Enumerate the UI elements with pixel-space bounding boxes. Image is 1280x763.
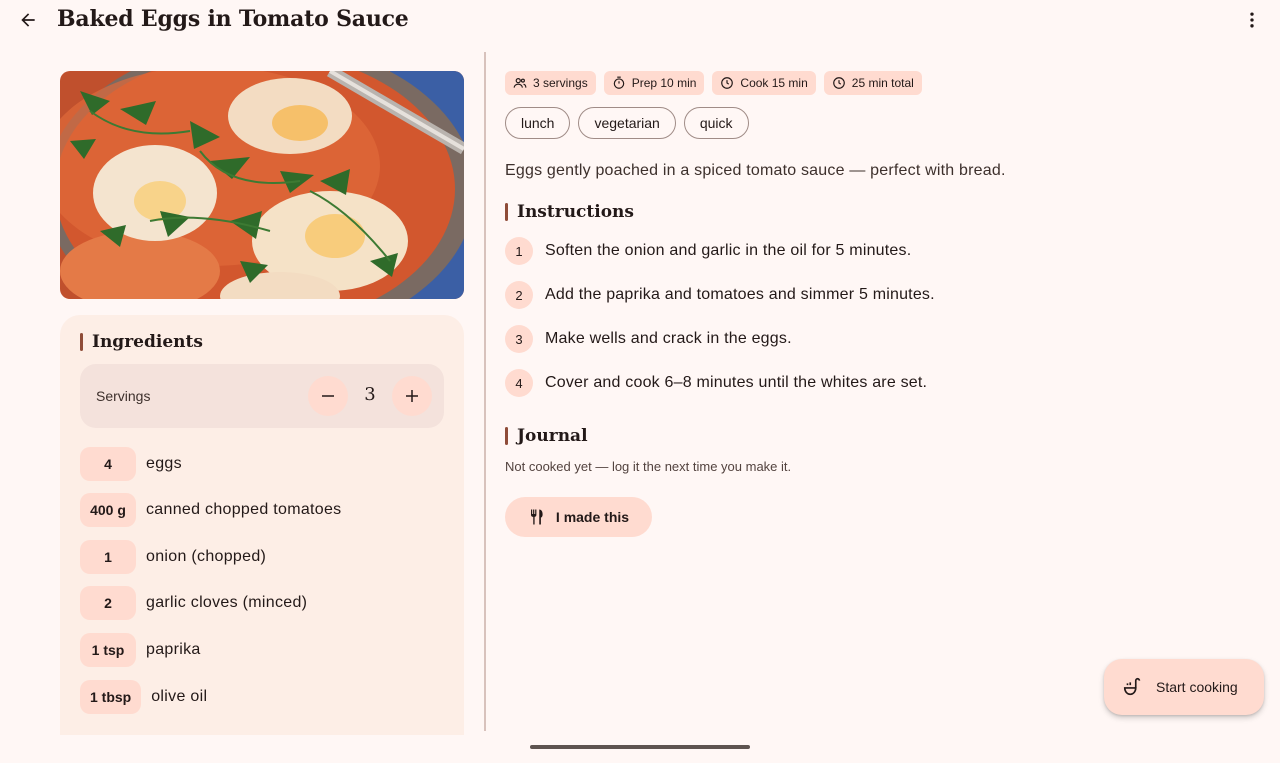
more-options-button[interactable]	[1236, 4, 1268, 36]
step-number: 1	[505, 237, 533, 265]
instruction-step	[505, 325, 792, 353]
step-number: 4	[505, 369, 533, 397]
clock-icon	[720, 76, 734, 90]
servings-stepper	[80, 364, 444, 428]
ingredients-title: Ingredients	[92, 332, 203, 352]
instructions-title: Instructions	[517, 202, 634, 222]
instructions-heading	[505, 202, 634, 222]
servings-label: Servings	[96, 388, 151, 404]
step-number: 2	[505, 281, 533, 309]
servings-meta-label: 3 servings	[533, 76, 588, 90]
instruction-step	[505, 237, 911, 265]
more-vertical-icon	[1242, 10, 1262, 30]
cook-time-label: Cook 15 min	[740, 76, 808, 90]
ingredient-quantity: 400 g	[80, 493, 136, 527]
people-icon	[513, 76, 527, 90]
ingredients-card	[60, 315, 464, 735]
ingredient-quantity: 1 tsp	[80, 633, 136, 667]
recipe-photo	[60, 71, 464, 299]
accent-bar	[80, 333, 83, 351]
recipe-meta	[505, 71, 930, 95]
ingredient-name: canned chopped tomatoes	[146, 501, 342, 518]
instruction-step	[505, 281, 935, 309]
ingredient-quantity: 4	[80, 447, 136, 481]
ingredient-row	[80, 585, 307, 621]
i-made-this-button[interactable]	[505, 497, 652, 537]
tag-list	[505, 107, 757, 139]
total-time-chip	[824, 71, 922, 95]
top-app-bar	[0, 0, 1280, 40]
accent-bar	[505, 427, 508, 445]
minus-icon	[319, 387, 337, 405]
cooking-icon	[1122, 676, 1144, 698]
step-text: Soften the onion and garlic in the oil for 5 minutes.	[545, 242, 912, 259]
increase-servings-button[interactable]	[392, 376, 432, 416]
servings-chip	[505, 71, 596, 95]
recipe-description: Eggs gently poached in a spiced tomato sauce — perfect with bread.	[505, 162, 1006, 179]
clock-icon	[832, 76, 846, 90]
journal-title: Journal	[517, 426, 588, 446]
ingredient-name: onion (chopped)	[146, 548, 267, 565]
ingredients-heading	[80, 332, 203, 352]
decrease-servings-button[interactable]	[308, 376, 348, 416]
page-title: Baked Eggs in Tomato Sauce	[57, 6, 409, 32]
servings-value: 3	[364, 384, 376, 405]
ingredient-row	[80, 492, 342, 528]
tag-chip-lunch[interactable]: lunch	[505, 107, 570, 139]
ingredient-name: eggs	[146, 455, 182, 472]
journal-heading	[505, 426, 588, 446]
ingredient-name: paprika	[146, 641, 201, 658]
total-time-label: 25 min total	[851, 76, 914, 90]
step-text: Add the paprika and tomatoes and simmer 5 minutes.	[545, 286, 935, 303]
accent-bar	[505, 203, 508, 221]
ingredient-quantity: 1	[80, 540, 136, 574]
step-text: Cover and cook 6–8 minutes until the whites are set.	[545, 374, 928, 391]
journal-status: Not cooked yet — log it the next time you make it.	[505, 459, 792, 474]
plus-icon	[403, 387, 421, 405]
ingredient-row	[80, 679, 207, 715]
restaurant-icon	[528, 508, 546, 526]
step-text: Make wells and crack in the eggs.	[545, 330, 792, 347]
arrow-left-icon	[18, 10, 38, 30]
timer-icon	[612, 76, 626, 90]
i-made-this-label: I made this	[555, 509, 630, 525]
back-button[interactable]	[12, 4, 44, 36]
instruction-step	[505, 369, 927, 397]
start-cooking-fab[interactable]	[1104, 659, 1264, 715]
prep-time-label: Prep 10 min	[631, 76, 697, 90]
step-number: 3	[505, 325, 533, 353]
tag-chip-quick[interactable]: quick	[684, 107, 749, 139]
ingredient-name: garlic cloves (minced)	[146, 594, 308, 611]
ingredient-quantity: 2	[80, 586, 136, 620]
gesture-nav-handle[interactable]	[530, 745, 750, 749]
ingredient-quantity: 1 tbsp	[80, 680, 141, 714]
tag-chip-vegetarian[interactable]: vegetarian	[578, 107, 675, 139]
recipe-photo-art	[60, 71, 464, 299]
prep-time-chip	[604, 71, 705, 95]
start-cooking-label: Start cooking	[1156, 679, 1238, 695]
ingredient-row	[80, 539, 266, 575]
ingredient-row	[80, 632, 201, 668]
ingredient-name: olive oil	[151, 688, 208, 705]
cook-time-chip	[712, 71, 815, 95]
pane-divider	[484, 52, 486, 731]
ingredient-row	[80, 446, 182, 482]
